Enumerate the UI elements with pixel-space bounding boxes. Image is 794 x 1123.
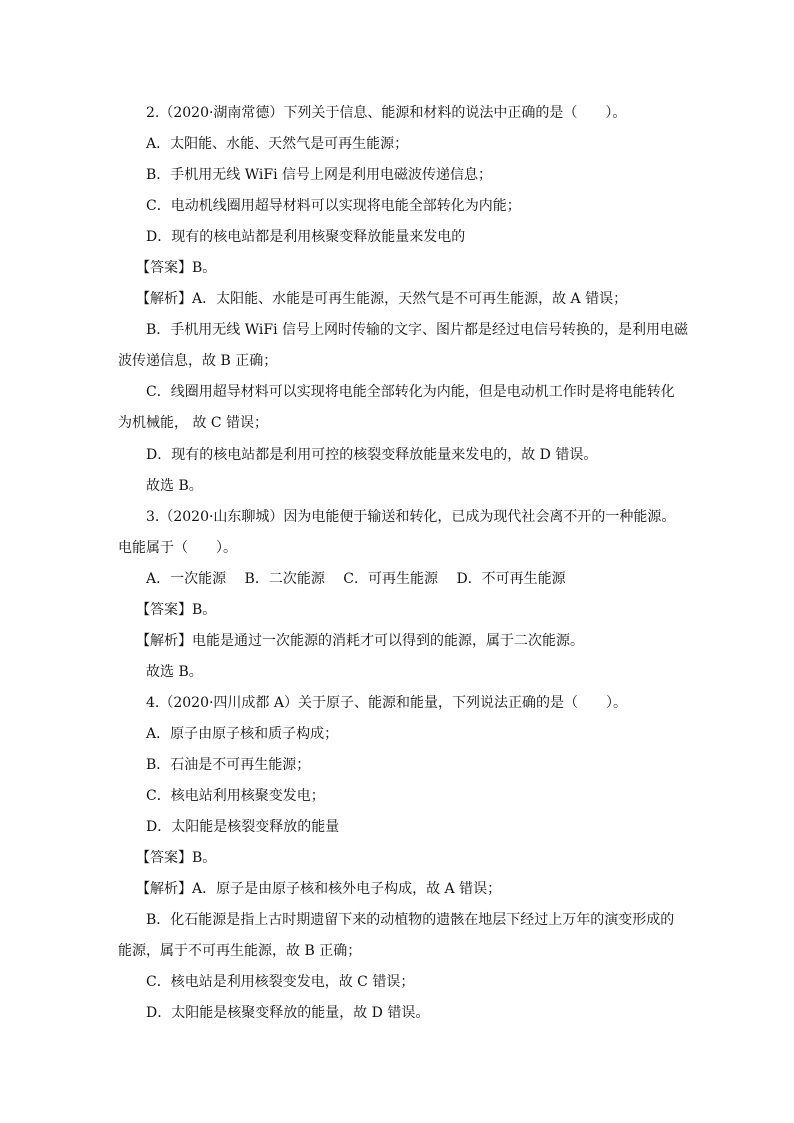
question-4-option-d: D．太阳能是核裂变释放的能量	[146, 819, 340, 835]
question-3-options: A．一次能源 B．二次能源 C．可再生能源 D．不可再生能源	[146, 571, 566, 587]
question-4-answer: 【答案】B。	[136, 850, 217, 866]
question-2-option-c: C．电动机线圈用超导材料可以实现将电能全部转化为内能；	[146, 198, 521, 214]
question-2-answer: 【答案】B。	[136, 260, 217, 276]
question-4-analysis-line: 【解析】A．原子是由原子核和核外电子构成，故 A 错误；	[136, 881, 502, 897]
question-4-option-a: A．原子由原子核和质子构成；	[146, 726, 339, 742]
question-3-answer: 【答案】B。	[136, 602, 217, 618]
question-2-option-d: D．现有的核电站都是利用核聚变释放能量来发电的	[146, 229, 466, 245]
question-2-analysis-line: B．手机用无线 WiFi 信号上网时传输的文字、图片都是经过电信号转换的，是利用电磁	[146, 322, 688, 338]
question-2-analysis-line: 波传递信息，故 B 正确；	[118, 353, 278, 369]
question-3-choice: 故选 B。	[146, 664, 203, 680]
question-3-stem: 3.（2020·山东聊城）因为电能便于输送和转化，已成为现代社会离不开的一种能源。	[146, 509, 676, 525]
question-2-choice: 故选 B。	[146, 478, 203, 494]
question-2-option-a: A．太阳能、水能、天然气是可再生能源；	[146, 136, 409, 152]
question-4-option-b: B．石油是不可再生能源；	[146, 757, 311, 773]
question-4-analysis-line: B．化石能源是指上古时期遗留下来的动植物的遗骸在地层下经过上万年的演变形成的	[146, 912, 675, 928]
question-2-analysis-line: D．现有的核电站都是利用可控的核裂变释放能量来发电的，故 D 错误。	[146, 447, 598, 463]
question-2-analysis-line: C．线圈用超导材料可以实现将电能全部转化为内能，但是电动机工作时是将电能转化	[146, 384, 675, 400]
question-2-analysis-line: 【解析】A．太阳能、水能是可再生能源，天然气是不可再生能源，故 A 错误；	[136, 291, 628, 307]
question-3-analysis: 【解析】电能是通过一次能源的消耗才可以得到的能源，属于二次能源。	[136, 633, 584, 649]
question-4-analysis-line: 能源，属于不可再生能源，故 B 正确；	[118, 943, 362, 959]
question-3-stem-continued: 电能属于（ ）。	[118, 540, 237, 556]
question-4-analysis-line: C．核电站是利用核裂变发电，故 C 错误；	[146, 974, 415, 990]
question-2-option-b: B．手机用无线 WiFi 信号上网是利用电磁波传递信息；	[146, 167, 492, 183]
question-4-analysis-line: D．太阳能是核聚变释放的能量，故 D 错误。	[146, 1005, 430, 1021]
question-2-analysis-line: 为机械能， 故 C 错误；	[118, 415, 269, 431]
question-2-stem: 2.（2020·湖南常德）下列关于信息、能源和材料的说法中正确的是（ ）。	[146, 105, 627, 121]
question-4-option-c: C．核电站利用核聚变发电；	[146, 788, 325, 804]
question-4-stem: 4.（2020·四川成都 A）关于原子、能源和能量，下列说法正确的是（ ）。	[146, 695, 627, 711]
